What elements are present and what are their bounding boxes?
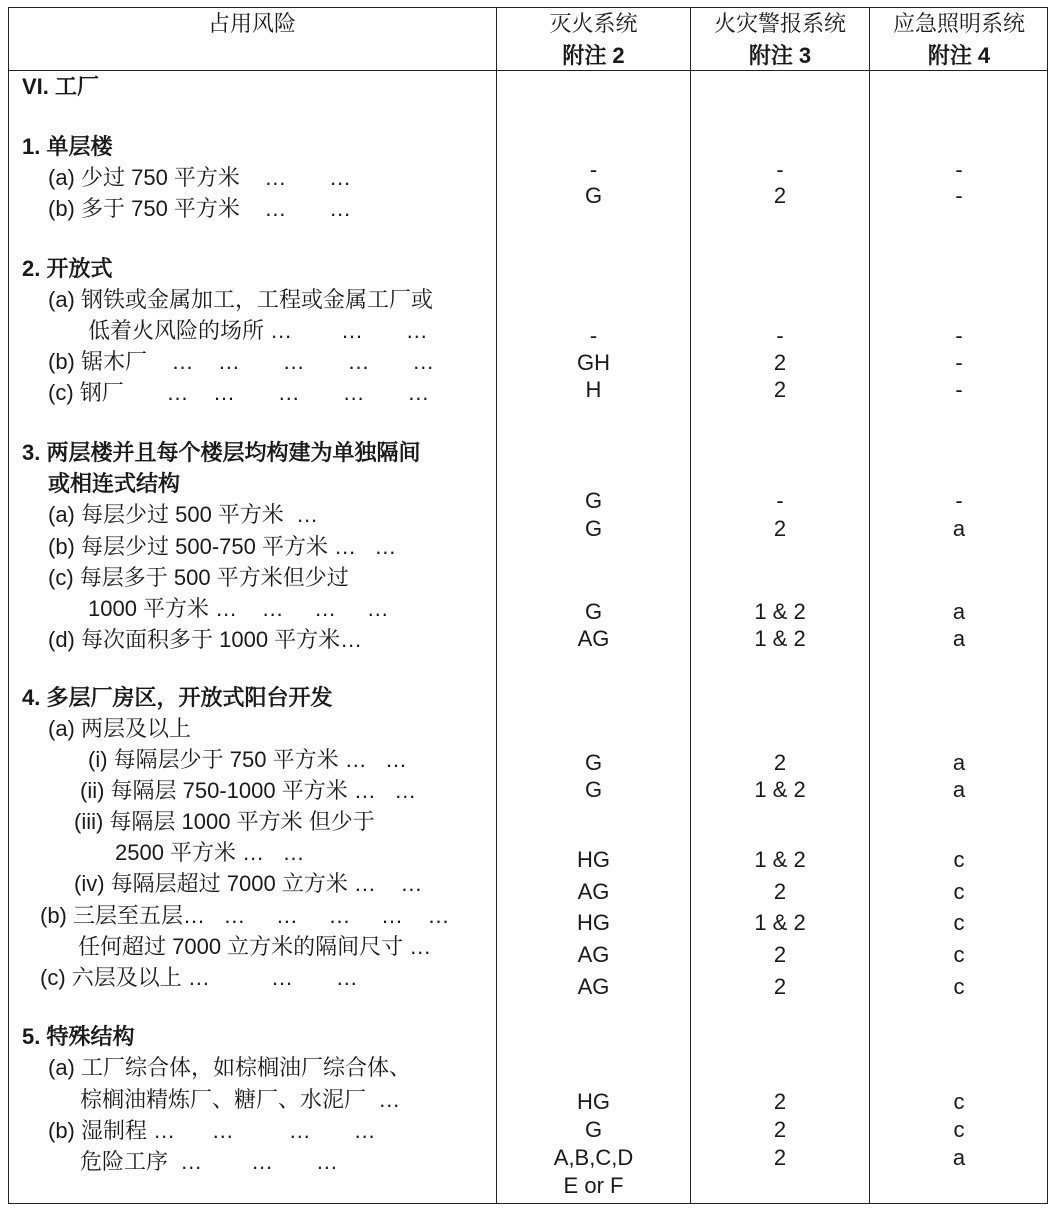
header-fire-extinguishing bbox=[497, 8, 690, 72]
item-label: 1000 平方米 … … … … bbox=[88, 596, 389, 621]
fire-ext-value: G bbox=[584, 488, 603, 513]
header-emergency-lighting-note: 附注 4 bbox=[927, 43, 991, 68]
item-label: (a) 两层及以上 bbox=[48, 716, 192, 741]
item-label: (b) 锯木厂 … … … … … bbox=[48, 349, 435, 374]
item-label: (ii) 每隔层 750-1000 平方米 … … bbox=[80, 778, 417, 803]
item-label: (c) 六层及以上 … … … bbox=[40, 965, 358, 990]
fire-alarm-value: 2 bbox=[773, 1089, 787, 1114]
item-label: (b) 三层至五层… … … … … … bbox=[40, 903, 450, 928]
fire-ext-value: AG bbox=[577, 974, 610, 999]
item-label: (c) 钢厂 … … … … … bbox=[48, 380, 430, 405]
fire-alarm-value: 2 bbox=[773, 350, 787, 375]
fire-alarm-value: 2 bbox=[773, 942, 787, 967]
fire-ext-value: AG bbox=[577, 626, 610, 651]
fire-alarm-value: 1 & 2 bbox=[754, 626, 806, 651]
item-label: (a) 每层少过 500 平方米 … bbox=[48, 502, 319, 527]
item-label: 低着火风险的场所 … … … bbox=[88, 318, 428, 343]
fire-alarm-value: 2 bbox=[773, 750, 787, 775]
fire-ext-value: G bbox=[584, 599, 603, 624]
header-fire-alarm-title: 火灾警报系统 bbox=[713, 11, 846, 36]
fire-ext-value: E or F bbox=[563, 1173, 624, 1198]
emergency-lighting-value: c bbox=[953, 910, 965, 935]
item-label: (b) 多于 750 平方米 … … bbox=[48, 196, 352, 221]
item-label: 任何超过 7000 立方米的隔间尺寸 … bbox=[78, 934, 432, 959]
emergency-lighting-value: - bbox=[955, 323, 963, 348]
category-title: 或相连式结构 bbox=[48, 471, 181, 496]
emergency-lighting-value: a bbox=[952, 750, 966, 775]
header-emergency-lighting bbox=[870, 8, 1048, 72]
item-label: (c) 每层多于 500 平方米但少过 bbox=[48, 565, 349, 590]
emergency-lighting-value: - bbox=[955, 488, 963, 513]
emergency-lighting-value: c bbox=[953, 942, 965, 967]
emergency-lighting-value: a bbox=[952, 1145, 966, 1170]
fire-ext-value: H bbox=[585, 377, 602, 402]
emergency-lighting-value: a bbox=[952, 599, 966, 624]
item-label: (b) 每层少过 500-750 平方米 … … bbox=[48, 534, 397, 559]
fire-ext-value: HG bbox=[577, 847, 610, 872]
category-title: 2. 开放式 bbox=[22, 256, 113, 281]
emergency-lighting-value: a bbox=[952, 777, 966, 802]
item-label: (d) 每次面积多于 1000 平方米… bbox=[48, 627, 363, 652]
fire-alarm-value: 2 bbox=[773, 516, 787, 541]
fire-ext-value: AG bbox=[577, 879, 610, 904]
item-label: (a) 工厂综合体，如棕榈油厂综合体、 bbox=[48, 1055, 412, 1080]
item-label: (iii) 每隔层 1000 平方米 但少于 bbox=[74, 809, 375, 834]
item-label: (b) 湿制程 … … … … bbox=[48, 1118, 376, 1143]
fire-ext-value: G bbox=[584, 750, 603, 775]
emergency-lighting-value: c bbox=[953, 1089, 965, 1114]
category-title: 1. 单层楼 bbox=[22, 134, 113, 159]
item-label: (a) 钢铁或金属加工，工程或金属工厂或 bbox=[48, 287, 434, 312]
fire-ext-value: HG bbox=[577, 910, 610, 935]
emergency-lighting-value: c bbox=[953, 1117, 965, 1142]
category-title: 5. 特殊结构 bbox=[22, 1024, 135, 1049]
fire-alarm-value: - bbox=[776, 157, 784, 182]
fire-alarm-value: 1 & 2 bbox=[754, 599, 806, 624]
fire-alarm-value: - bbox=[776, 488, 784, 513]
emergency-lighting-value: c bbox=[953, 974, 965, 999]
fire-ext-value: AG bbox=[577, 942, 610, 967]
emergency-lighting-value: a bbox=[952, 626, 966, 651]
fire-ext-value: A,B,C,D bbox=[553, 1145, 634, 1170]
fire-alarm-value: 2 bbox=[773, 974, 787, 999]
fire-ext-value: G bbox=[584, 183, 603, 208]
emergency-lighting-value: - bbox=[955, 183, 963, 208]
category-title: 4. 多层厂房区，开放式阳台开发 bbox=[22, 685, 333, 710]
fire-ext-value: - bbox=[589, 323, 598, 348]
item-label: 棕榈油精炼厂、糖厂、水泥厂 … bbox=[80, 1087, 401, 1112]
fire-alarm-value: - bbox=[776, 323, 784, 348]
item-label: (i) 每隔层少于 750 平方米 … … bbox=[88, 747, 408, 772]
fire-ext-value: GH bbox=[577, 350, 610, 375]
emergency-lighting-value: - bbox=[955, 157, 963, 182]
header-fire-alarm bbox=[691, 8, 869, 72]
fire-alarm-value: 1 & 2 bbox=[754, 847, 806, 872]
fire-alarm-value: 2 bbox=[773, 183, 787, 208]
header-fire-extinguishing-note: 附注 2 bbox=[562, 43, 625, 68]
fire-ext-value: G bbox=[584, 516, 603, 541]
item-label: 2500 平方米 … … bbox=[115, 840, 305, 865]
fire-alarm-value: 2 bbox=[773, 1145, 787, 1170]
fire-alarm-value: 1 & 2 bbox=[754, 910, 806, 935]
header-fire-alarm-note: 附注 3 bbox=[748, 43, 812, 68]
fire-ext-value: G bbox=[584, 1117, 603, 1142]
emergency-lighting-value: a bbox=[952, 516, 966, 541]
fire-alarm-value: 2 bbox=[773, 879, 787, 904]
header-emergency-lighting-title: 应急照明系统 bbox=[892, 11, 1025, 36]
category-title: 3. 两层楼并且每个楼层均构建为单独隔间 bbox=[22, 440, 421, 465]
emergency-lighting-value: c bbox=[953, 879, 965, 904]
header-occupancy: 占用风险 bbox=[207, 11, 296, 36]
fire-alarm-value: 2 bbox=[773, 377, 787, 402]
fire-alarm-value: 2 bbox=[773, 1117, 787, 1142]
emergency-lighting-value: - bbox=[955, 350, 963, 375]
item-label: (iv) 每隔层超过 7000 立方米 … … bbox=[74, 871, 423, 896]
header-fire-extinguishing-title: 灭火系统 bbox=[549, 11, 638, 36]
fire-ext-value: G bbox=[584, 777, 603, 802]
fire-alarm-value: 1 & 2 bbox=[754, 777, 806, 802]
fire-ext-value: HG bbox=[577, 1089, 610, 1114]
fire-ext-value: - bbox=[589, 157, 598, 182]
emergency-lighting-value: c bbox=[953, 847, 965, 872]
item-label: (a) 少过 750 平方米 … … bbox=[48, 165, 352, 190]
item-label: 危险工序 … … … bbox=[80, 1149, 338, 1174]
section-title: VI. 工厂 bbox=[22, 74, 100, 99]
emergency-lighting-value: - bbox=[955, 377, 963, 402]
